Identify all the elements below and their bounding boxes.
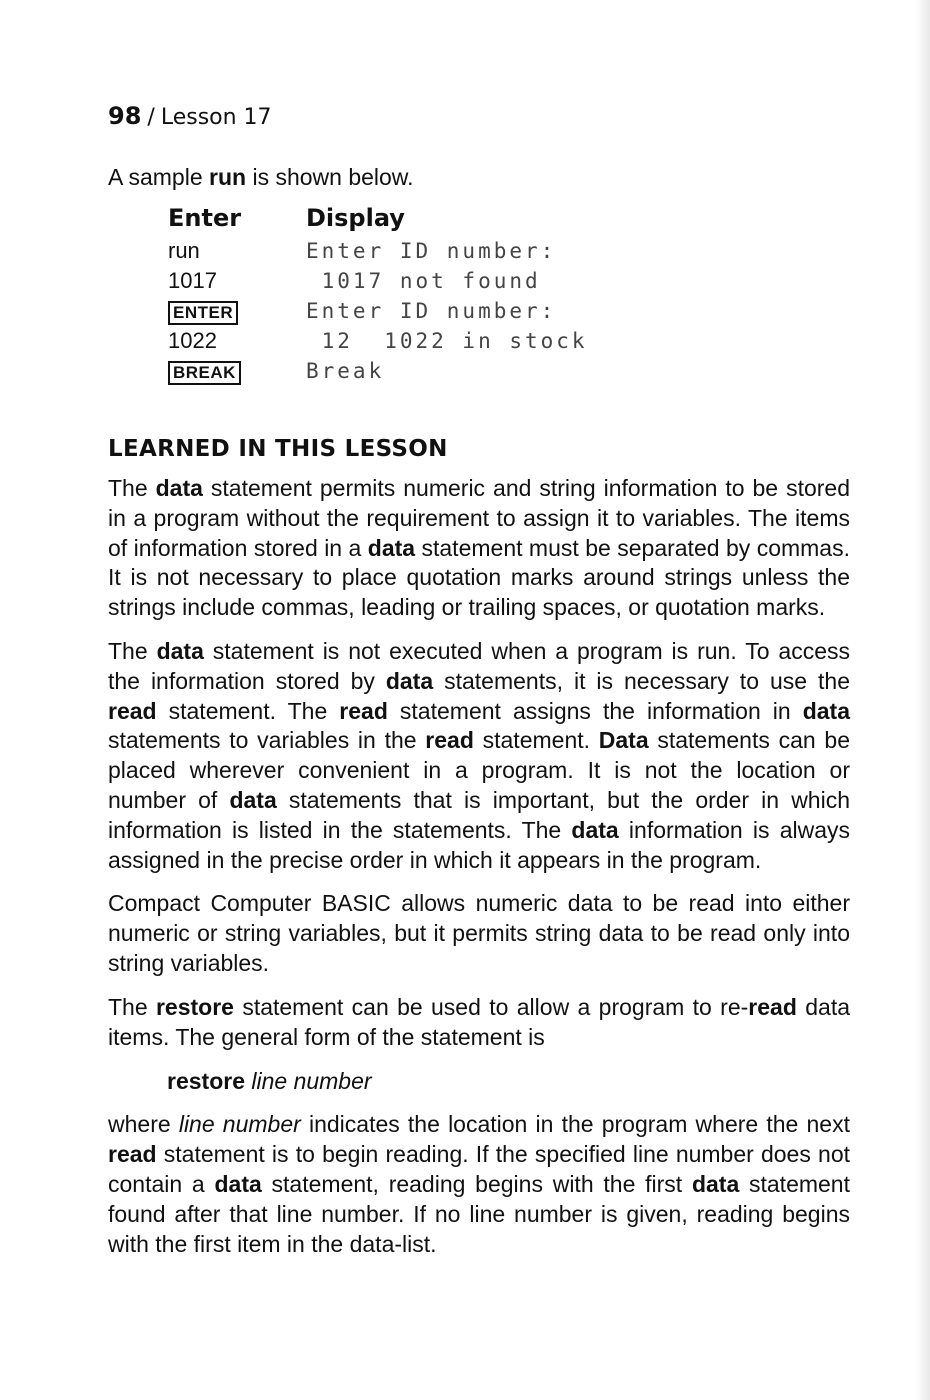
closing-paragraph: where line number indicates the location in the program where the next read statement is to begin reading. If the specified line number does not contain a data statement, reading begins with the first data statement found after that line number. If no line number is given, reading begins with the first item in the data-list.	[108, 1111, 850, 1257]
body-paragraphs	[108, 474, 850, 1052]
entered-value: 1017	[168, 268, 217, 293]
display-output: Enter ID number:	[306, 299, 557, 323]
keyword-data: Data	[598, 727, 649, 754]
keyword-data: data	[155, 475, 203, 501]
syntax-line	[167, 1066, 850, 1096]
keyword-data: data	[385, 667, 434, 694]
keyword-read: read	[108, 697, 157, 724]
running-head	[108, 96, 850, 138]
body-paragraph: The restore statement can be used to allow a program to re-read data items. The general form of the statement is	[108, 993, 851, 1050]
sample-run-table	[168, 200, 588, 386]
keycap-enter: ENTER	[168, 301, 238, 325]
syntax-keyword: restore	[167, 1068, 245, 1095]
sample-run-row	[168, 356, 588, 386]
keyword-read: read	[425, 727, 474, 754]
keyword-read: read	[339, 697, 388, 724]
keyword-read: read	[108, 1141, 157, 1168]
book-page	[108, 96, 850, 1259]
display-output: 1017 not found	[306, 269, 541, 293]
keyword-data: data	[802, 697, 850, 724]
enter-column-header: Enter	[168, 204, 242, 232]
keyword-data: data	[691, 1170, 740, 1197]
intro-sentence: A sample run is shown below.	[108, 164, 414, 190]
keyword-data: data	[367, 534, 416, 561]
lesson-label: Lesson 17	[160, 105, 272, 130]
sample-run-row	[168, 326, 588, 356]
body-paragraph: The data statement is not executed when a program is run. To access the information stored by data statements, it is necessary to use the read statement. The read statement assigns the information in data statements to variables in the read statement. Data statements can be placed wherever convenient in a program. It is not the location or number of data statements that is important, but the order in which information is listed in the statements. The data information is always assigned in the precise order in which it appears in the program.	[108, 637, 850, 873]
display-column-header: Display	[306, 204, 405, 232]
sample-run-row	[168, 266, 588, 296]
section-heading: LEARNED IN THIS LESSON	[108, 436, 448, 462]
run-keyword: run	[209, 164, 247, 190]
keyword-read: read	[748, 993, 797, 1020]
entered-value: run	[168, 238, 200, 263]
keyword-data: data	[229, 786, 277, 813]
body-paragraph: The data statement permits numeric and string information to be stored in a program without the requirement to assign it to variables. The items of information stored in a data statement must be separated by commas. It is not necessary to place quotation marks around strings unless the strings include commas, leading or trailing spaces, or quotation marks.	[108, 475, 851, 621]
keyword-data: data	[214, 1170, 262, 1197]
syntax-argument: line number	[251, 1068, 372, 1095]
keyword-data: data	[156, 637, 204, 664]
keycap-break: BREAK	[168, 361, 241, 385]
running-head-separator: /	[147, 105, 155, 130]
display-output: Enter ID number:	[306, 239, 557, 263]
italic-term: line number	[178, 1111, 301, 1138]
display-output: Break	[306, 359, 385, 383]
page-edge-shadow	[916, 0, 930, 1400]
page-number: 98	[108, 102, 142, 130]
entered-value: 1022	[168, 328, 217, 353]
sample-run-row	[168, 236, 588, 266]
keyword-restore: restore	[155, 993, 234, 1020]
display-output: 12 1022 in stock	[306, 329, 588, 353]
sample-run-row	[168, 296, 588, 326]
keyword-data: data	[571, 816, 619, 843]
body-paragraph: Compact Computer BASIC allows numeric data to be read into either numeric or string variables, but it permits string data to be read only into string variables.	[108, 890, 850, 976]
